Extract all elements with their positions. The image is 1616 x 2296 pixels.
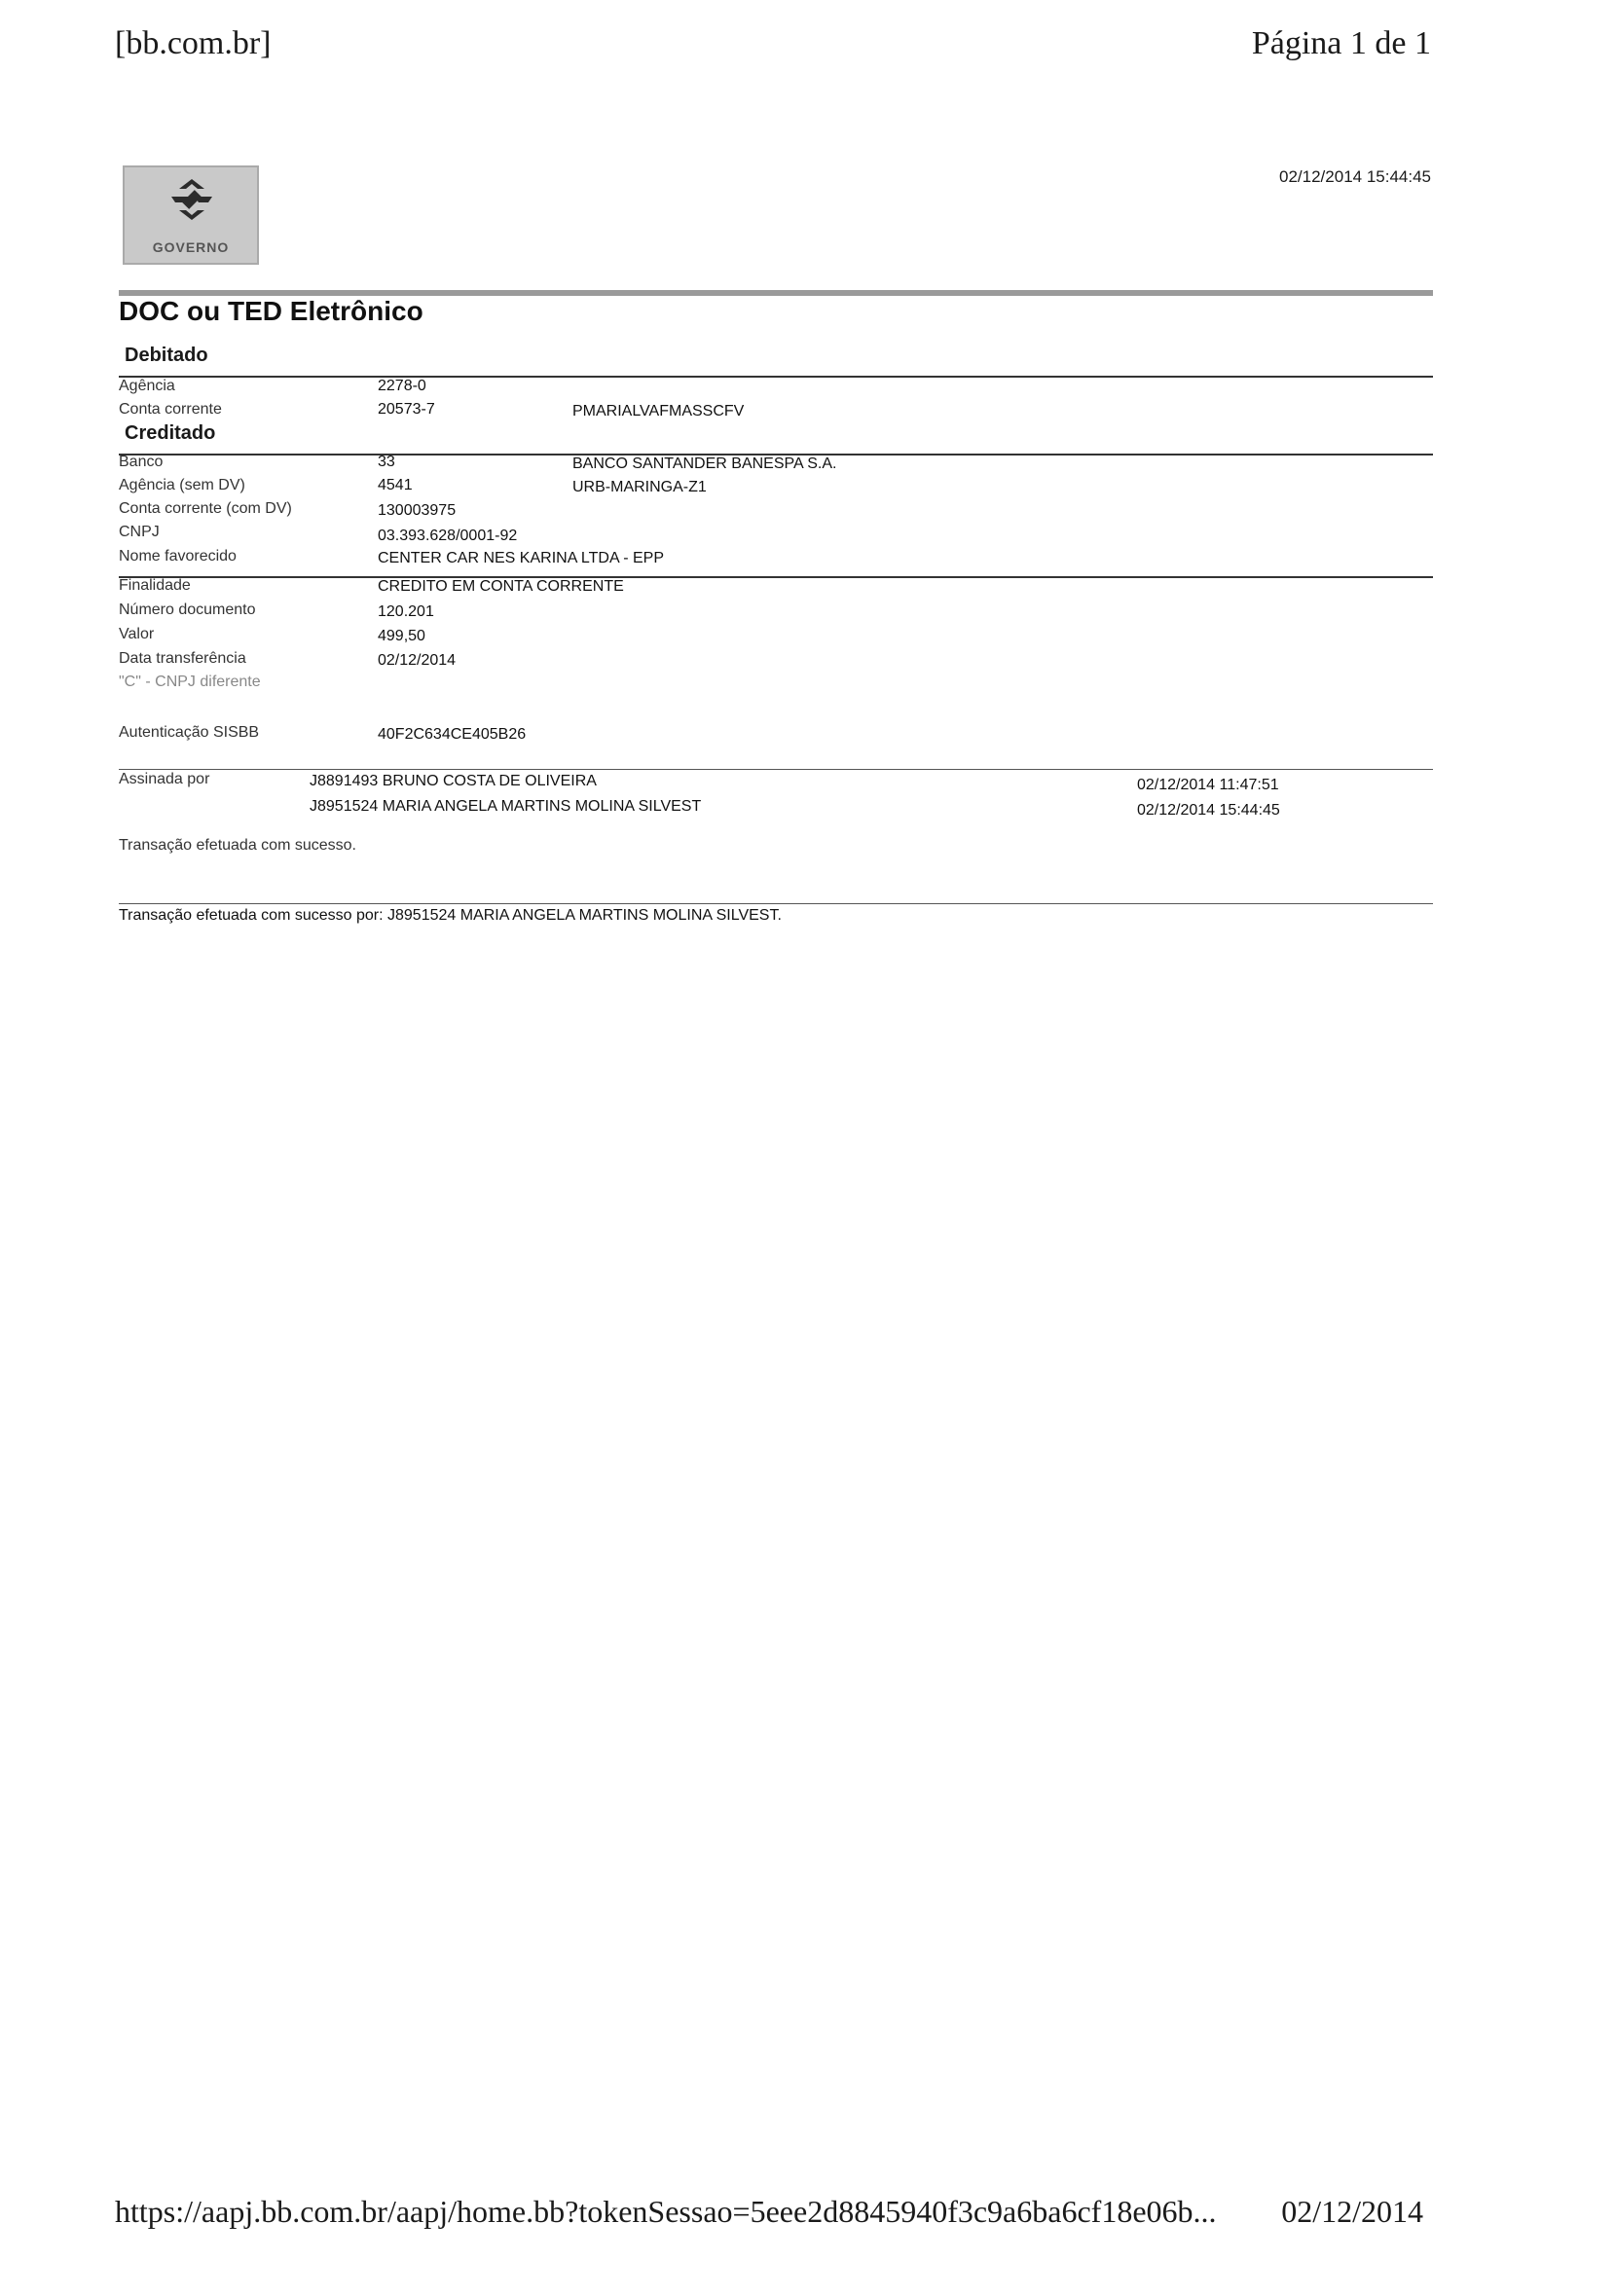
field-label: Conta corrente: [119, 401, 222, 418]
field-value: 130003975: [378, 502, 457, 519]
field-value: CENTER CAR NES KARINA LTDA - EPP: [378, 550, 664, 566]
field-label: Valor: [119, 626, 155, 642]
field-value: CREDITO EM CONTA CORRENTE: [378, 578, 624, 595]
field-extra: URB-MARINGA-Z1: [572, 479, 707, 495]
page-url: https://aapj.bb.com.br/aapj/home.bb?tokenSessao=5eee2d8845940f3c9a6ba6cf18e06b...: [115, 2194, 1217, 2229]
field-value: 03.393.628/0001-92: [378, 528, 518, 544]
field-value: 2278-0: [378, 378, 426, 394]
divider: [119, 903, 1433, 904]
field-value: 20573-7: [378, 401, 435, 418]
field-label: Número documento: [119, 601, 256, 618]
print-timestamp: 02/12/2014 15:44:45: [1279, 167, 1431, 186]
field-value: 499,50: [378, 628, 425, 644]
divider: [119, 769, 1433, 770]
signer-name: J8951524 MARIA ANGELA MARTINS MOLINA SILVEST: [310, 798, 702, 815]
status-by-message: Transação efetuada com sucesso por: J8951524 MARIA ANGELA MARTINS MOLINA SILVEST.: [119, 907, 782, 924]
field-value: 33: [378, 454, 395, 470]
divider: [119, 576, 1433, 578]
status-message: Transação efetuada com sucesso.: [119, 837, 356, 854]
signatures-label: Assinada por: [119, 771, 210, 787]
field-value: 02/12/2014: [378, 652, 457, 669]
field-extra: BANCO SANTANDER BANESPA S.A.: [572, 456, 837, 472]
section-debitado-title: Debitado: [125, 345, 208, 366]
page-title: DOC ou TED Eletrônico: [119, 296, 423, 326]
logo-label: GOVERNO: [152, 239, 230, 255]
field-label: Banco: [119, 454, 164, 470]
bank-logo: [123, 165, 259, 265]
auth-label: Autenticação SISBB: [119, 724, 260, 741]
field-label: Nome favorecido: [119, 548, 237, 565]
field-note: "C" - CNPJ diferente: [119, 674, 261, 690]
field-label: Data transferência: [119, 650, 246, 667]
field-extra: PMARIALVAFMASSCFV: [572, 403, 745, 419]
auth-value: 40F2C634CE405B26: [378, 726, 527, 743]
field-label: Finalidade: [119, 577, 191, 594]
field-label: CNPJ: [119, 524, 160, 540]
field-label: Agência: [119, 378, 175, 394]
page-indicator: Página 1 de 1: [1251, 25, 1431, 61]
signer-datetime: 02/12/2014 11:47:51: [1137, 777, 1279, 793]
field-value: 120.201: [378, 603, 434, 620]
field-value: 4541: [378, 477, 413, 493]
section-creditado-title: Creditado: [125, 422, 216, 444]
footer-date: 02/12/2014: [1281, 2194, 1423, 2229]
divider: [119, 376, 1433, 378]
signer-datetime: 02/12/2014 15:44:45: [1137, 802, 1280, 819]
bb-logo-icon: [165, 177, 218, 226]
field-label: Conta corrente (com DV): [119, 500, 292, 517]
site-name: [bb.com.br]: [115, 25, 272, 61]
signer-name: J8891493 BRUNO COSTA DE OLIVEIRA: [310, 773, 597, 789]
field-label: Agência (sem DV): [119, 477, 245, 493]
